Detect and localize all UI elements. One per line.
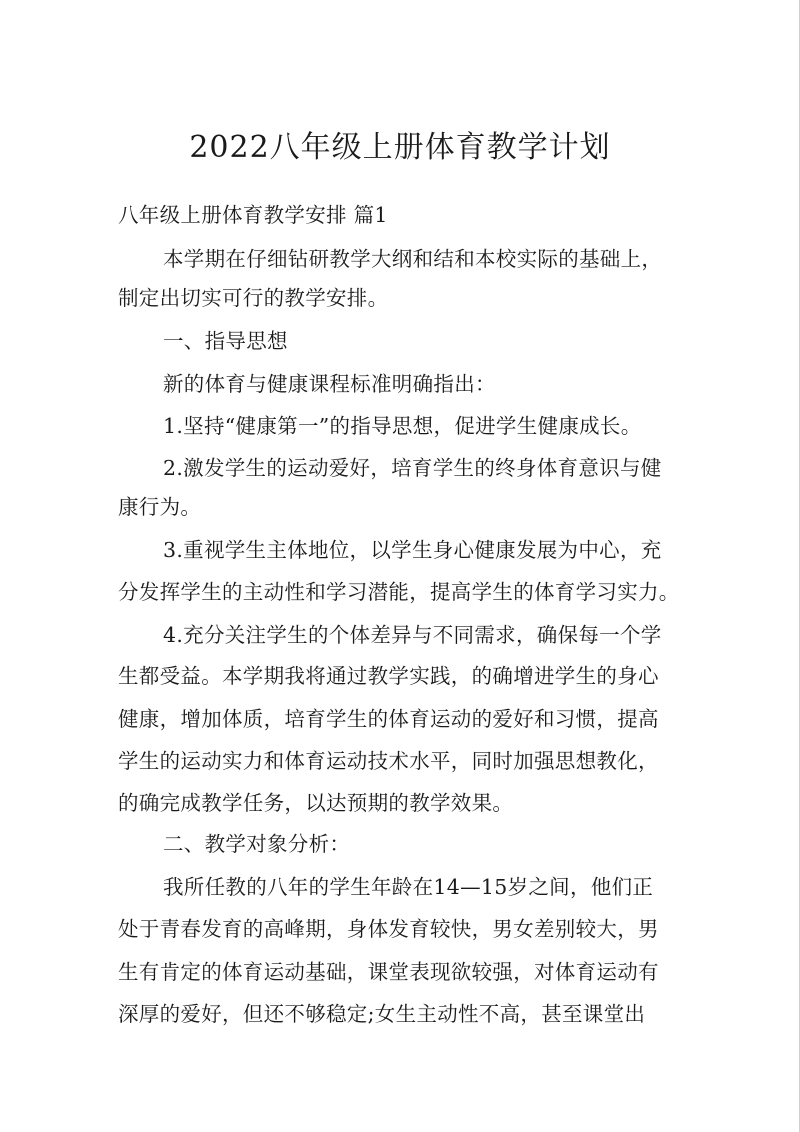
paragraph-line: 八年级上册体育教学安排 篇1 <box>118 203 388 227</box>
paragraph-line: 的确完成教学任务，以达预期的教学效果。 <box>118 791 514 815</box>
paragraph-line: 生都受益。本学期我将通过教学实践，的确增进学生的身心 <box>118 664 659 688</box>
paragraph-line: 3.重视学生主体地位，以学生身心健康发展为中心，充 <box>163 538 662 562</box>
paragraph-line: 一、指导思想 <box>163 329 288 353</box>
paragraph-line: 康行为。 <box>118 495 202 519</box>
paragraph-line: 二、教学对象分析： <box>163 832 351 856</box>
paragraph-line: 本学期在仔细钻研教学大纲和结和本校实际的基础上， <box>163 247 663 271</box>
paragraph-line: 处于青春发育的高峰期，身体发育较快，男女差别较大，男 <box>118 917 659 941</box>
paragraph-line: 深厚的爱好，但还不够稳定;女生主动性不高，甚至课堂出 <box>118 1002 646 1026</box>
paragraph-line: 生有肯定的体育运动基础，课堂表现欲较强，对体育运动有 <box>118 960 659 984</box>
paragraph-line: 新的体育与健康课程标准明确指出： <box>163 372 496 396</box>
paragraph-line: 我所任教的八年的学生年龄在14—15岁之间，他们正 <box>163 875 654 899</box>
paragraph-line: 分发挥学生的主动性和学习潜能，提高学生的体育学习实力。 <box>118 580 680 604</box>
paragraph-line: 健康，增加体质，培育学生的体育运动的爱好和习惯，提高 <box>118 707 659 731</box>
paragraph-line: 学生的运动实力和体育运动技术水平，同时加强思想教化， <box>118 749 659 773</box>
paragraph-line: 4.充分关注学生的个体差异与不同需求，确保每一个学 <box>163 623 662 647</box>
paragraph-line: 2.激发学生的运动爱好，培育学生的终身体育意识与健 <box>163 456 662 480</box>
paragraph-line: 1.坚持“健康第一”的指导思想，促进学生健康成长。 <box>163 414 642 438</box>
document-title: 2022八年级上册体育教学计划 <box>189 130 611 165</box>
paragraph-line: 制定出切实可行的教学安排。 <box>118 286 389 310</box>
